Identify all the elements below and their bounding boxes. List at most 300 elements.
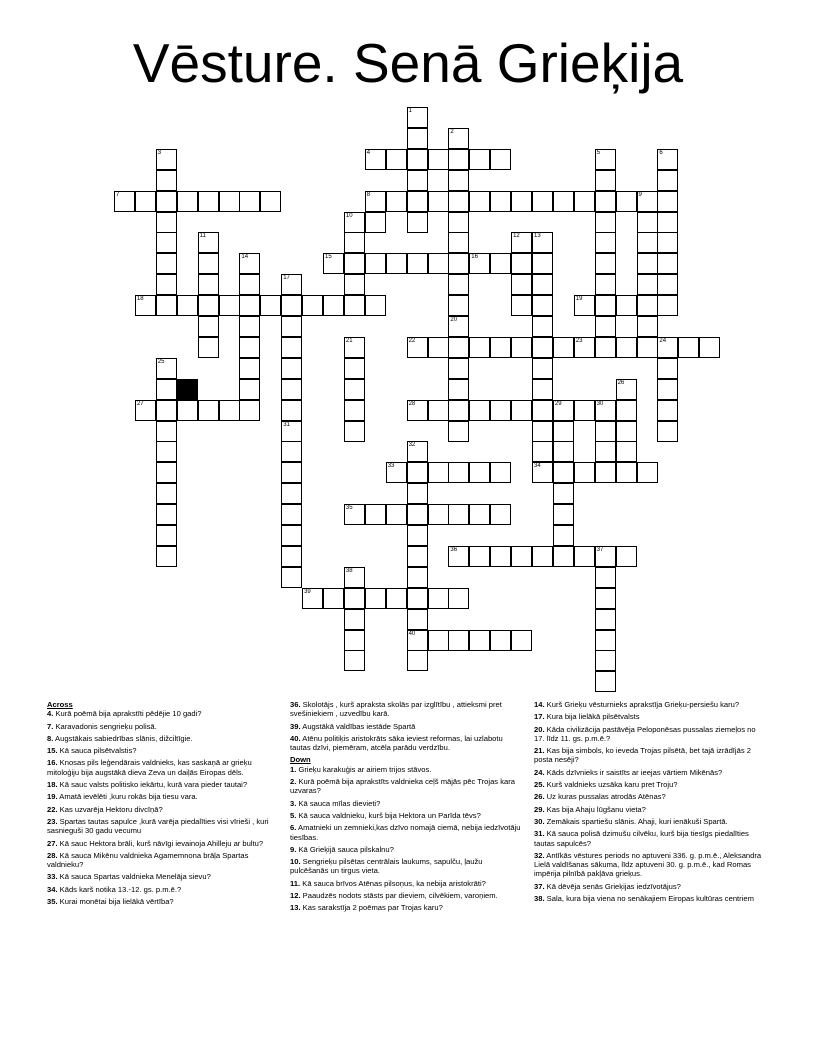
down-heading: Down bbox=[290, 755, 311, 765]
grid-cell[interactable] bbox=[448, 316, 469, 337]
clue-text: Kas sarakstīja 2 poēmas par Trojas karu? bbox=[300, 903, 443, 913]
grid-cell[interactable] bbox=[511, 630, 532, 651]
grid-cell[interactable] bbox=[595, 232, 616, 253]
grid-cell[interactable] bbox=[553, 504, 574, 525]
grid-cell[interactable] bbox=[281, 379, 302, 400]
grid-cell[interactable] bbox=[344, 295, 365, 316]
grid-cell[interactable] bbox=[448, 630, 469, 651]
clue-text: Kā Grieķijā sauca pilskalnu? bbox=[296, 844, 394, 854]
grid-cell[interactable] bbox=[448, 379, 469, 400]
grid-cell[interactable] bbox=[511, 253, 532, 274]
grid-cell[interactable] bbox=[448, 232, 469, 253]
grid-cell[interactable] bbox=[156, 295, 177, 316]
grid-cell[interactable] bbox=[407, 253, 428, 274]
grid-cell[interactable] bbox=[469, 253, 490, 274]
grid-cell[interactable] bbox=[281, 441, 302, 462]
grid-cell[interactable] bbox=[637, 295, 658, 316]
grid-cell[interactable] bbox=[469, 191, 490, 212]
grid-cell[interactable] bbox=[365, 295, 386, 316]
grid-cell[interactable] bbox=[156, 274, 177, 295]
grid-cell[interactable] bbox=[344, 253, 365, 274]
grid-cell[interactable] bbox=[532, 358, 553, 379]
grid-cell[interactable] bbox=[657, 212, 678, 233]
grid-cell[interactable] bbox=[344, 567, 365, 588]
grid-cell[interactable] bbox=[344, 630, 365, 651]
grid-cell[interactable] bbox=[469, 400, 490, 421]
grid-cell[interactable] bbox=[281, 316, 302, 337]
down-clue bbox=[534, 894, 766, 903]
grid-cell[interactable] bbox=[532, 337, 553, 358]
grid-cell[interactable] bbox=[260, 295, 281, 316]
grid-cell[interactable] bbox=[511, 274, 532, 295]
grid-cell[interactable] bbox=[490, 630, 511, 651]
grid-cell[interactable] bbox=[198, 400, 219, 421]
grid-cell[interactable] bbox=[198, 191, 219, 212]
grid-cell[interactable] bbox=[386, 588, 407, 609]
clue-label: 27. bbox=[47, 838, 58, 848]
grid-cell[interactable] bbox=[281, 546, 302, 567]
grid-cell[interactable] bbox=[574, 191, 595, 212]
grid-cell[interactable] bbox=[365, 212, 386, 233]
grid-cell[interactable] bbox=[616, 379, 637, 400]
grid-cell[interactable] bbox=[657, 253, 678, 274]
grid-cell[interactable] bbox=[616, 421, 637, 442]
grid-cell[interactable] bbox=[616, 191, 637, 212]
grid-cell[interactable] bbox=[657, 421, 678, 442]
grid-cell[interactable] bbox=[365, 149, 386, 170]
grid-cell[interactable] bbox=[407, 337, 428, 358]
grid-cell[interactable] bbox=[637, 212, 658, 233]
grid-cell[interactable] bbox=[344, 504, 365, 525]
grid-cell[interactable] bbox=[532, 462, 553, 483]
grid-cell[interactable] bbox=[616, 462, 637, 483]
grid-cell[interactable] bbox=[574, 295, 595, 316]
down-clue bbox=[534, 792, 766, 801]
clue-text: Kā sauc valsts politisko iekārtu, kurā vara pieder tautai? bbox=[57, 780, 248, 790]
grid-cell[interactable] bbox=[595, 421, 616, 442]
grid-cell[interactable] bbox=[365, 588, 386, 609]
grid-cell[interactable] bbox=[595, 400, 616, 421]
grid-cell[interactable] bbox=[114, 191, 135, 212]
grid-cell[interactable] bbox=[428, 191, 449, 212]
grid-cell[interactable] bbox=[198, 274, 219, 295]
clue-text: Kurš valdnieks uzsāka karu pret Troju? bbox=[544, 780, 678, 790]
grid-cell[interactable] bbox=[198, 232, 219, 253]
grid-cell[interactable] bbox=[595, 316, 616, 337]
grid-cell[interactable] bbox=[657, 400, 678, 421]
grid-cell[interactable] bbox=[428, 504, 449, 525]
grid-cell[interactable] bbox=[448, 274, 469, 295]
clue-label: 11. bbox=[290, 878, 301, 888]
grid-cell[interactable] bbox=[407, 630, 428, 651]
grid-cell[interactable] bbox=[532, 253, 553, 274]
grid-cell[interactable] bbox=[239, 253, 260, 274]
grid-cell[interactable] bbox=[469, 462, 490, 483]
clue-label: 39. bbox=[290, 721, 301, 731]
grid-cell[interactable] bbox=[595, 630, 616, 651]
grid-cell[interactable] bbox=[657, 358, 678, 379]
across-clue bbox=[47, 817, 272, 836]
grid-cell[interactable] bbox=[156, 149, 177, 170]
grid-cell[interactable] bbox=[428, 337, 449, 358]
grid-cell[interactable] bbox=[448, 358, 469, 379]
grid-cell[interactable] bbox=[678, 337, 699, 358]
grid-cell[interactable] bbox=[219, 295, 240, 316]
grid-cell[interactable] bbox=[386, 191, 407, 212]
grid-cell[interactable] bbox=[344, 379, 365, 400]
grid-cell[interactable] bbox=[239, 400, 260, 421]
grid-cell[interactable] bbox=[490, 400, 511, 421]
down-clue bbox=[290, 879, 522, 888]
grid-cell[interactable] bbox=[239, 295, 260, 316]
grid-cell[interactable] bbox=[135, 191, 156, 212]
grid-cell[interactable] bbox=[156, 358, 177, 379]
grid-cell[interactable] bbox=[595, 274, 616, 295]
grid-cell[interactable] bbox=[532, 191, 553, 212]
grid-cell[interactable] bbox=[281, 295, 302, 316]
clue-text: Kas bija Ahaju lūgšanu vieta? bbox=[544, 804, 646, 814]
grid-cell[interactable] bbox=[239, 379, 260, 400]
grid-cell[interactable] bbox=[448, 170, 469, 191]
grid-cell[interactable] bbox=[428, 588, 449, 609]
grid-cell[interactable] bbox=[574, 337, 595, 358]
grid-cell[interactable] bbox=[344, 609, 365, 630]
grid-cell[interactable] bbox=[428, 630, 449, 651]
grid-cell[interactable] bbox=[574, 546, 595, 567]
grid-cell[interactable] bbox=[344, 358, 365, 379]
grid-cell[interactable] bbox=[407, 149, 428, 170]
clue-text: Kā sauca mīlas dievieti? bbox=[296, 798, 381, 808]
grid-cell[interactable] bbox=[344, 232, 365, 253]
grid-cell[interactable] bbox=[553, 421, 574, 442]
grid-cell[interactable] bbox=[135, 400, 156, 421]
grid-cell[interactable] bbox=[323, 588, 344, 609]
grid-cell[interactable] bbox=[407, 546, 428, 567]
clue-number: 19 bbox=[575, 296, 583, 303]
grid-cell[interactable] bbox=[448, 588, 469, 609]
grid-cell[interactable] bbox=[595, 588, 616, 609]
grid-cell[interactable] bbox=[595, 546, 616, 567]
grid-cell[interactable] bbox=[469, 337, 490, 358]
grid-cell[interactable] bbox=[344, 421, 365, 442]
across-clue bbox=[47, 872, 272, 881]
black-cell bbox=[177, 379, 198, 400]
grid-cell[interactable] bbox=[595, 149, 616, 170]
clue-number: 8 bbox=[366, 191, 371, 198]
down-clue bbox=[534, 882, 766, 891]
grid-cell[interactable] bbox=[407, 588, 428, 609]
clue-number: 16 bbox=[471, 254, 478, 261]
grid-cell[interactable] bbox=[198, 337, 219, 358]
grid-cell[interactable] bbox=[407, 650, 428, 671]
clue-text: Kā sauc Hektora brāli, kurš nāvīgi ievainoja Ahilleju ar bultu? bbox=[57, 838, 264, 848]
clue-label: 36. bbox=[290, 700, 301, 709]
grid-cell[interactable] bbox=[616, 546, 637, 567]
grid-cell[interactable] bbox=[448, 421, 469, 442]
clue-number: 12 bbox=[513, 233, 520, 240]
grid-cell[interactable] bbox=[532, 379, 553, 400]
grid-cell[interactable] bbox=[281, 462, 302, 483]
clue-label: 2. bbox=[290, 777, 297, 787]
grid-cell[interactable] bbox=[281, 525, 302, 546]
across-clue-list bbox=[47, 709, 272, 906]
grid-cell[interactable] bbox=[177, 400, 198, 421]
grid-cell[interactable] bbox=[553, 400, 574, 421]
grid-cell[interactable] bbox=[281, 504, 302, 525]
clue-label: 8. bbox=[47, 733, 54, 743]
grid-cell[interactable] bbox=[177, 295, 198, 316]
grid-cell[interactable] bbox=[198, 295, 219, 316]
grid-cell[interactable] bbox=[532, 400, 553, 421]
grid-cell[interactable] bbox=[511, 191, 532, 212]
grid-cell[interactable] bbox=[156, 525, 177, 546]
grid-cell[interactable] bbox=[448, 128, 469, 149]
grid-cell[interactable] bbox=[532, 232, 553, 253]
grid-cell[interactable] bbox=[281, 400, 302, 421]
grid-cell[interactable] bbox=[407, 107, 428, 128]
grid-cell[interactable] bbox=[156, 546, 177, 567]
grid-cell[interactable] bbox=[448, 212, 469, 233]
grid-cell[interactable] bbox=[532, 295, 553, 316]
grid-cell[interactable] bbox=[156, 232, 177, 253]
grid-cell[interactable] bbox=[407, 191, 428, 212]
grid-cell[interactable] bbox=[490, 462, 511, 483]
grid-cell[interactable] bbox=[386, 462, 407, 483]
grid-cell[interactable] bbox=[344, 337, 365, 358]
grid-cell[interactable] bbox=[156, 504, 177, 525]
grid-cell[interactable] bbox=[637, 337, 658, 358]
grid-cell[interactable] bbox=[595, 441, 616, 462]
grid-cell[interactable] bbox=[637, 274, 658, 295]
grid-cell[interactable] bbox=[219, 400, 240, 421]
grid-cell[interactable] bbox=[302, 295, 323, 316]
grid-cell[interactable] bbox=[532, 274, 553, 295]
grid-cell[interactable] bbox=[490, 253, 511, 274]
grid-cell[interactable] bbox=[239, 337, 260, 358]
grid-cell[interactable] bbox=[323, 295, 344, 316]
grid-cell[interactable] bbox=[177, 191, 198, 212]
grid-cell[interactable] bbox=[156, 441, 177, 462]
grid-cell[interactable] bbox=[448, 149, 469, 170]
grid-cell[interactable] bbox=[365, 504, 386, 525]
grid-cell[interactable] bbox=[448, 400, 469, 421]
grid-cell[interactable] bbox=[595, 609, 616, 630]
down-clue bbox=[534, 700, 766, 709]
grid-cell[interactable] bbox=[198, 253, 219, 274]
clue-number: 5 bbox=[596, 149, 601, 156]
grid-cell[interactable] bbox=[490, 337, 511, 358]
grid-cell[interactable] bbox=[469, 630, 490, 651]
grid-cell[interactable] bbox=[281, 337, 302, 358]
grid-cell[interactable] bbox=[699, 337, 720, 358]
grid-cell[interactable] bbox=[595, 671, 616, 692]
grid-cell[interactable] bbox=[511, 232, 532, 253]
grid-cell[interactable] bbox=[657, 149, 678, 170]
grid-cell[interactable] bbox=[281, 483, 302, 504]
grid-cell[interactable] bbox=[553, 546, 574, 567]
grid-cell[interactable] bbox=[302, 588, 323, 609]
clue-label: 24. bbox=[534, 767, 545, 777]
grid-cell[interactable] bbox=[511, 546, 532, 567]
grid-cell[interactable] bbox=[637, 253, 658, 274]
down-clue bbox=[290, 891, 522, 900]
grid-cell[interactable] bbox=[595, 170, 616, 191]
grid-cell[interactable] bbox=[198, 316, 219, 337]
grid-cell[interactable] bbox=[448, 504, 469, 525]
grid-cell[interactable] bbox=[407, 462, 428, 483]
grid-cell[interactable] bbox=[344, 274, 365, 295]
grid-cell[interactable] bbox=[511, 400, 532, 421]
grid-cell[interactable] bbox=[657, 379, 678, 400]
clue-label: 32. bbox=[534, 850, 545, 860]
clue-number: 22 bbox=[408, 337, 416, 344]
grid-cell[interactable] bbox=[657, 337, 678, 358]
grid-cell[interactable] bbox=[156, 379, 177, 400]
grid-cell[interactable] bbox=[239, 274, 260, 295]
grid-cell[interactable] bbox=[448, 462, 469, 483]
grid-cell[interactable] bbox=[344, 212, 365, 233]
grid-cell[interactable] bbox=[407, 212, 428, 233]
grid-cell[interactable] bbox=[595, 650, 616, 671]
grid-cell[interactable] bbox=[239, 358, 260, 379]
grid-cell[interactable] bbox=[156, 170, 177, 191]
grid-cell[interactable] bbox=[637, 191, 658, 212]
clue-number: 34 bbox=[534, 463, 541, 470]
grid-cell[interactable] bbox=[532, 421, 553, 442]
grid-cell[interactable] bbox=[386, 253, 407, 274]
grid-cell[interactable] bbox=[448, 295, 469, 316]
grid-cell[interactable] bbox=[657, 274, 678, 295]
grid-cell[interactable] bbox=[469, 149, 490, 170]
grid-cell[interactable] bbox=[344, 400, 365, 421]
grid-cell[interactable] bbox=[532, 441, 553, 462]
grid-cell[interactable] bbox=[490, 191, 511, 212]
grid-cell[interactable] bbox=[637, 232, 658, 253]
grid-cell[interactable] bbox=[448, 191, 469, 212]
grid-cell[interactable] bbox=[156, 421, 177, 442]
clue-label: 3. bbox=[290, 798, 297, 808]
grid-cell[interactable] bbox=[448, 337, 469, 358]
clue-label: 6. bbox=[290, 823, 297, 833]
grid-cell[interactable] bbox=[156, 400, 177, 421]
grid-cell[interactable] bbox=[553, 441, 574, 462]
grid-cell[interactable] bbox=[365, 191, 386, 212]
grid-cell[interactable] bbox=[595, 337, 616, 358]
grid-cell[interactable] bbox=[637, 462, 658, 483]
grid-cell[interactable] bbox=[595, 462, 616, 483]
grid-cell[interactable] bbox=[219, 191, 240, 212]
grid-cell[interactable] bbox=[260, 191, 281, 212]
grid-cell[interactable] bbox=[616, 295, 637, 316]
grid-cell[interactable] bbox=[281, 274, 302, 295]
grid-cell[interactable] bbox=[490, 546, 511, 567]
clue-text: Kurai monētai bija lielākā vērtība? bbox=[57, 897, 174, 907]
down-clue bbox=[290, 765, 522, 774]
grid-cell[interactable] bbox=[595, 567, 616, 588]
grid-cell[interactable] bbox=[657, 170, 678, 191]
clues-column-3 bbox=[534, 700, 766, 906]
grid-cell[interactable] bbox=[574, 462, 595, 483]
grid-cell[interactable] bbox=[532, 316, 553, 337]
grid-cell[interactable] bbox=[428, 149, 449, 170]
grid-cell[interactable] bbox=[407, 525, 428, 546]
grid-cell[interactable] bbox=[469, 546, 490, 567]
grid-cell[interactable] bbox=[407, 170, 428, 191]
grid-cell[interactable] bbox=[616, 441, 637, 462]
grid-cell[interactable] bbox=[616, 400, 637, 421]
grid-cell[interactable] bbox=[595, 295, 616, 316]
grid-cell[interactable] bbox=[428, 462, 449, 483]
grid-cell[interactable] bbox=[448, 253, 469, 274]
grid-cell[interactable] bbox=[657, 191, 678, 212]
grid-cell[interactable] bbox=[532, 546, 553, 567]
grid-cell[interactable] bbox=[637, 316, 658, 337]
grid-cell[interactable] bbox=[448, 546, 469, 567]
grid-cell[interactable] bbox=[281, 358, 302, 379]
grid-cell[interactable] bbox=[657, 295, 678, 316]
grid-cell[interactable] bbox=[135, 295, 156, 316]
grid-cell[interactable] bbox=[511, 295, 532, 316]
grid-cell[interactable] bbox=[407, 400, 428, 421]
grid-cell[interactable] bbox=[239, 316, 260, 337]
grid-cell[interactable] bbox=[156, 483, 177, 504]
grid-cell[interactable] bbox=[553, 337, 574, 358]
grid-cell[interactable] bbox=[156, 191, 177, 212]
grid-cell[interactable] bbox=[428, 253, 449, 274]
grid-cell[interactable] bbox=[553, 525, 574, 546]
grid-cell[interactable] bbox=[595, 253, 616, 274]
grid-cell[interactable] bbox=[657, 232, 678, 253]
grid-cell[interactable] bbox=[595, 212, 616, 233]
grid-cell[interactable] bbox=[407, 609, 428, 630]
grid-cell[interactable] bbox=[469, 504, 490, 525]
grid-cell[interactable] bbox=[281, 567, 302, 588]
grid-cell[interactable] bbox=[344, 650, 365, 671]
grid-cell[interactable] bbox=[344, 588, 365, 609]
grid-cell[interactable] bbox=[407, 567, 428, 588]
grid-cell[interactable] bbox=[239, 191, 260, 212]
grid-cell[interactable] bbox=[574, 400, 595, 421]
grid-cell[interactable] bbox=[365, 253, 386, 274]
clue-text: Kāds dzīvnieks ir saistīts ar ieejas vārtiem Mikēnās? bbox=[544, 767, 723, 777]
grid-cell[interactable] bbox=[386, 504, 407, 525]
grid-cell[interactable] bbox=[323, 253, 344, 274]
grid-cell[interactable] bbox=[595, 191, 616, 212]
clue-number: 29 bbox=[554, 400, 562, 407]
down-clue bbox=[290, 799, 522, 808]
clue-text: Kas uzvarēja Hektoru divcīņā? bbox=[57, 804, 163, 814]
grid-cell[interactable] bbox=[553, 483, 574, 504]
grid-cell[interactable] bbox=[553, 462, 574, 483]
grid-cell[interactable] bbox=[281, 421, 302, 442]
grid-cell[interactable] bbox=[490, 504, 511, 525]
grid-cell[interactable] bbox=[156, 462, 177, 483]
clue-label: 29. bbox=[534, 804, 545, 814]
grid-cell[interactable] bbox=[553, 191, 574, 212]
grid-cell[interactable] bbox=[407, 483, 428, 504]
grid-cell[interactable] bbox=[490, 149, 511, 170]
grid-cell[interactable] bbox=[407, 441, 428, 462]
grid-cell[interactable] bbox=[156, 212, 177, 233]
grid-cell[interactable] bbox=[386, 149, 407, 170]
grid-cell[interactable] bbox=[156, 253, 177, 274]
grid-cell[interactable] bbox=[616, 337, 637, 358]
grid-cell[interactable] bbox=[511, 337, 532, 358]
clue-number: 28 bbox=[408, 400, 416, 407]
grid-cell[interactable] bbox=[428, 400, 449, 421]
grid-cell[interactable] bbox=[407, 504, 428, 525]
grid-cell[interactable] bbox=[407, 128, 428, 149]
